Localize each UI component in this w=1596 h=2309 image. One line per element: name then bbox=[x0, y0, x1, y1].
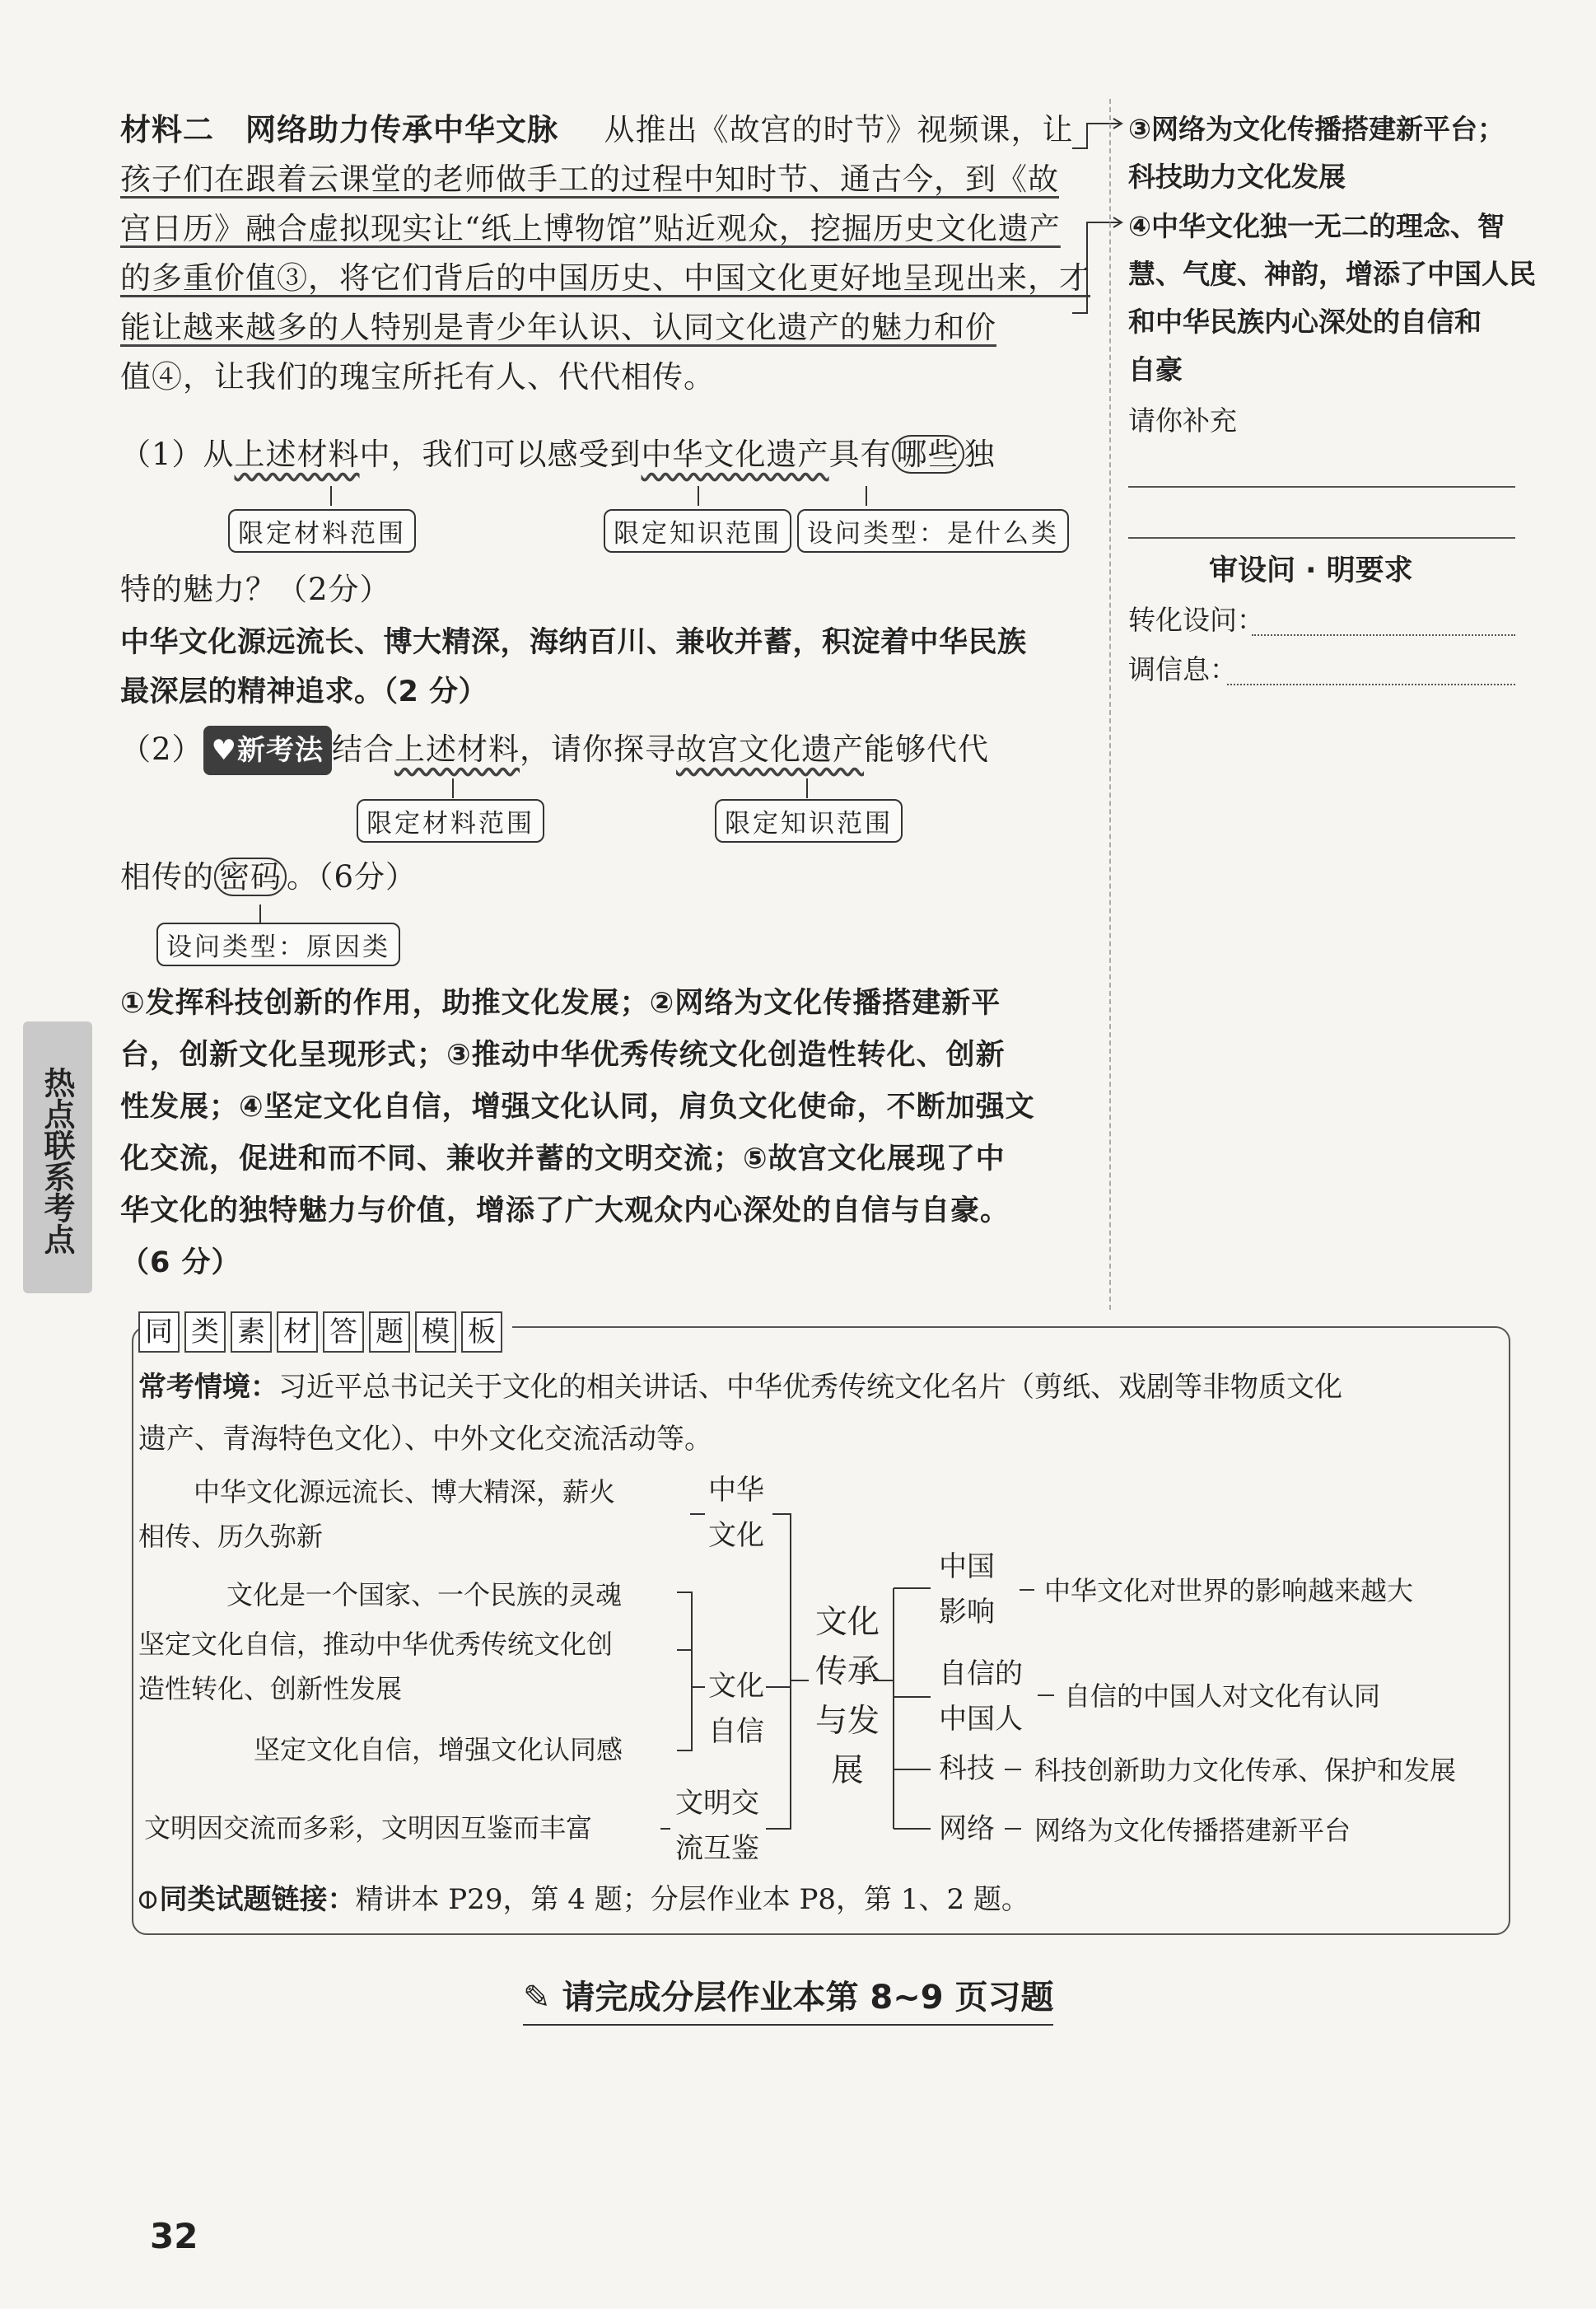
link-text[interactable]: 精讲本 P29，第 4 题；分层作业本 P8，第 1、2 题。 bbox=[355, 1883, 1029, 1916]
left-item-3b: 造性转化、创新性发展 bbox=[138, 1673, 403, 1704]
q2-tag-knowledge: 限定知识范围 bbox=[715, 799, 903, 843]
left-item-2: 文化是一个国家、一个民族的灵魂 bbox=[226, 1579, 623, 1610]
title-char: 类 bbox=[184, 1311, 226, 1353]
link-line bbox=[128, 1876, 1029, 1923]
note3-line-2: 科技助力文化发展 bbox=[1128, 161, 1346, 193]
note3-line-1: ③网络为文化传播搭建新平台； bbox=[1128, 113, 1505, 145]
material-line-6: 值④，让我们的瑰宝所托有人、代代相传。 bbox=[120, 359, 715, 395]
title-char: 材 bbox=[277, 1311, 318, 1353]
q1-knowledge: 中华文化遗产 bbox=[641, 437, 829, 472]
node-technology: 科技 bbox=[939, 1752, 995, 1785]
supplement-label: 请你补充 bbox=[1128, 404, 1237, 437]
q2-answer-3: 性发展；④坚定文化自信，增强文化认同，肩负文化使命，不断加强文 bbox=[120, 1091, 1035, 1124]
node-line: 影响 bbox=[939, 1596, 995, 1629]
node-network: 网络 bbox=[939, 1812, 995, 1845]
left-item-4: 坚定文化自信，增强文化认同感 bbox=[254, 1734, 623, 1765]
q2-answer-4: 化交流，促进和而不同、兼收并蓄的文明交流；⑤故宫文化展现了中 bbox=[120, 1143, 1006, 1176]
q2-prefix: （2） bbox=[120, 731, 203, 767]
footer-task-text: 请完成分层作业本第 8~9 页习题 bbox=[562, 1979, 1054, 2017]
node-line: 文化 bbox=[708, 1519, 764, 1552]
q2-tag-scope: 限定材料范围 bbox=[357, 799, 544, 843]
title-char: 同 bbox=[138, 1311, 180, 1353]
note4-line-3: 和中华民族内心深处的自信和 bbox=[1128, 306, 1482, 338]
page-number: 32 bbox=[150, 2216, 198, 2256]
q2-scope: 上述材料 bbox=[394, 731, 520, 767]
node-line: 文化 bbox=[708, 1670, 764, 1703]
node-line: 展 bbox=[831, 1752, 864, 1789]
right-text-4: 网络为文化传播搭建新平台 bbox=[1034, 1815, 1351, 1846]
right-text-2: 自信的中国人对文化有认同 bbox=[1064, 1680, 1381, 1712]
q1-tag-knowledge: 限定知识范围 bbox=[604, 509, 791, 553]
q1-line-2: 特的魅力？（2分） bbox=[120, 572, 391, 607]
title-char: 答 bbox=[323, 1311, 364, 1353]
material-line-4: 的多重价值③，将它们背后的中国历史、中国文化更好地呈现出来，才 bbox=[120, 260, 1090, 296]
material-line-3: 宫日历》融合虚拟现实让“纸上博物馆”贴近观众，挖掘历史文化遗产 bbox=[120, 211, 1061, 246]
title-char: 模 bbox=[415, 1311, 456, 1353]
side-tab-label: 热点联系考点 bbox=[39, 1067, 75, 1255]
info-label: 调信息： bbox=[1128, 653, 1237, 685]
node-line: 中华 bbox=[708, 1474, 764, 1507]
q2-text1: 结合 bbox=[332, 731, 395, 767]
scene-line-2: 遗产、青海特色文化）、中外文化交流活动等。 bbox=[138, 1423, 712, 1456]
q2-knowledge: 故宫文化遗产 bbox=[676, 731, 865, 767]
q2-key: 密码 bbox=[214, 858, 287, 896]
material-line-5: 能让越来越多的人特别是青少年认识、认同文化遗产的魅力和价 bbox=[120, 310, 996, 345]
q2-answer-1: ①发挥科技创新的作用，助推文化发展；②网络为文化传播搭建新平 bbox=[120, 987, 1001, 1020]
q2-answer-2: 台，创新文化呈现形式；③推动中华优秀传统文化创造性转化、创新 bbox=[120, 1039, 1006, 1072]
note4-line-1: ④中华文化独一无二的理念、智 bbox=[1128, 210, 1505, 242]
title-char: 板 bbox=[461, 1311, 502, 1353]
material-heading: 材料二 网络助力传承中华文脉 bbox=[120, 112, 558, 147]
q1-scope: 上述材料 bbox=[234, 437, 360, 472]
material-text: 从推出《故宫的时节》视频课，让 bbox=[604, 112, 1074, 147]
note4-line-2: 慧、气度、神韵，增添了中国人民 bbox=[1128, 258, 1536, 290]
title-char: 题 bbox=[369, 1311, 410, 1353]
q1-key: 哪些 bbox=[892, 435, 964, 474]
convert-label: 转化设问： bbox=[1128, 604, 1264, 636]
note4-line-4: 自豪 bbox=[1128, 353, 1183, 386]
title-char: 素 bbox=[231, 1311, 272, 1353]
q2-answer-6: （6 分） bbox=[120, 1246, 241, 1279]
q2-text2: ，请你探寻 bbox=[520, 731, 677, 767]
right-text-3: 科技创新助力文化传承、保护和发展 bbox=[1034, 1755, 1457, 1786]
left-item-3a: 坚定文化自信，推动中华优秀传统文化创 bbox=[138, 1629, 614, 1660]
pencil-icon: ✎ bbox=[523, 1979, 551, 2017]
q1-tag-type: 设问类型：是什么类 bbox=[797, 509, 1069, 553]
link-icon: ⊘ bbox=[128, 1879, 168, 1920]
q1-tail: 独 bbox=[964, 437, 996, 472]
scene-text-1: 习近平总书记关于文化的相关讲话、中华优秀传统文化名片（剪纸、戏剧等非物质文化 bbox=[278, 1371, 1342, 1404]
right-text-1: 中华文化对世界的影响越来越大 bbox=[1044, 1575, 1414, 1606]
left-item-5: 文明因交流而多彩，文明因互鉴而丰富 bbox=[144, 1812, 593, 1844]
q2-answer-5: 华文化的独特魅力与价值，增添了广大观众内心深处的自信与自豪。 bbox=[120, 1194, 1010, 1227]
node-line: 中国人 bbox=[939, 1703, 1023, 1736]
node-line: 自信 bbox=[708, 1715, 764, 1748]
node-line: 自信的 bbox=[939, 1657, 1023, 1690]
q2-line2a: 相传的 bbox=[120, 859, 214, 895]
node-line: 文化 bbox=[815, 1604, 880, 1641]
q2-line2b: 。（6分） bbox=[287, 859, 418, 895]
q1-answer-2: 最深层的精神追求。（2 分） bbox=[120, 675, 488, 708]
node-line: 文明交 bbox=[675, 1787, 759, 1820]
bulb-icon: ♥ bbox=[211, 734, 238, 767]
scene-label: 常考情境： bbox=[138, 1371, 278, 1404]
q2-badge-text: 新考法 bbox=[237, 734, 324, 767]
node-line: 与发 bbox=[815, 1703, 880, 1740]
node-line: 流互鉴 bbox=[675, 1832, 759, 1865]
q1-tag-scope: 限定材料范围 bbox=[228, 509, 416, 553]
q1-prefix: （1）从 bbox=[120, 437, 235, 472]
q2-text3: 能够代代 bbox=[864, 731, 990, 767]
node-line: 传承 bbox=[815, 1653, 880, 1690]
q1-mid: 中，我们可以感受到 bbox=[359, 437, 642, 472]
left-item-1b: 相传、历久弥新 bbox=[138, 1521, 324, 1552]
footer-task[interactable] bbox=[523, 1975, 1053, 2026]
left-item-1a: 中华文化源远流长、博大精深，薪火 bbox=[194, 1476, 616, 1507]
q1-answer-1: 中华文化源远流长、博大精深，海纳百川、兼收并蓄，积淀着中华民族 bbox=[120, 626, 1027, 659]
q1-have: 具有 bbox=[828, 437, 892, 472]
q2-tag-type: 设问类型：原因类 bbox=[156, 923, 400, 966]
section-title: 审设问 · 明要求 bbox=[1209, 554, 1413, 587]
material-line-2: 孩子们在跟着云课堂的老师做手工的过程中知时节、通古今，到《故 bbox=[120, 161, 1059, 197]
node-line: 中国 bbox=[939, 1550, 995, 1583]
link-label: 同类试题链接： bbox=[159, 1883, 356, 1916]
